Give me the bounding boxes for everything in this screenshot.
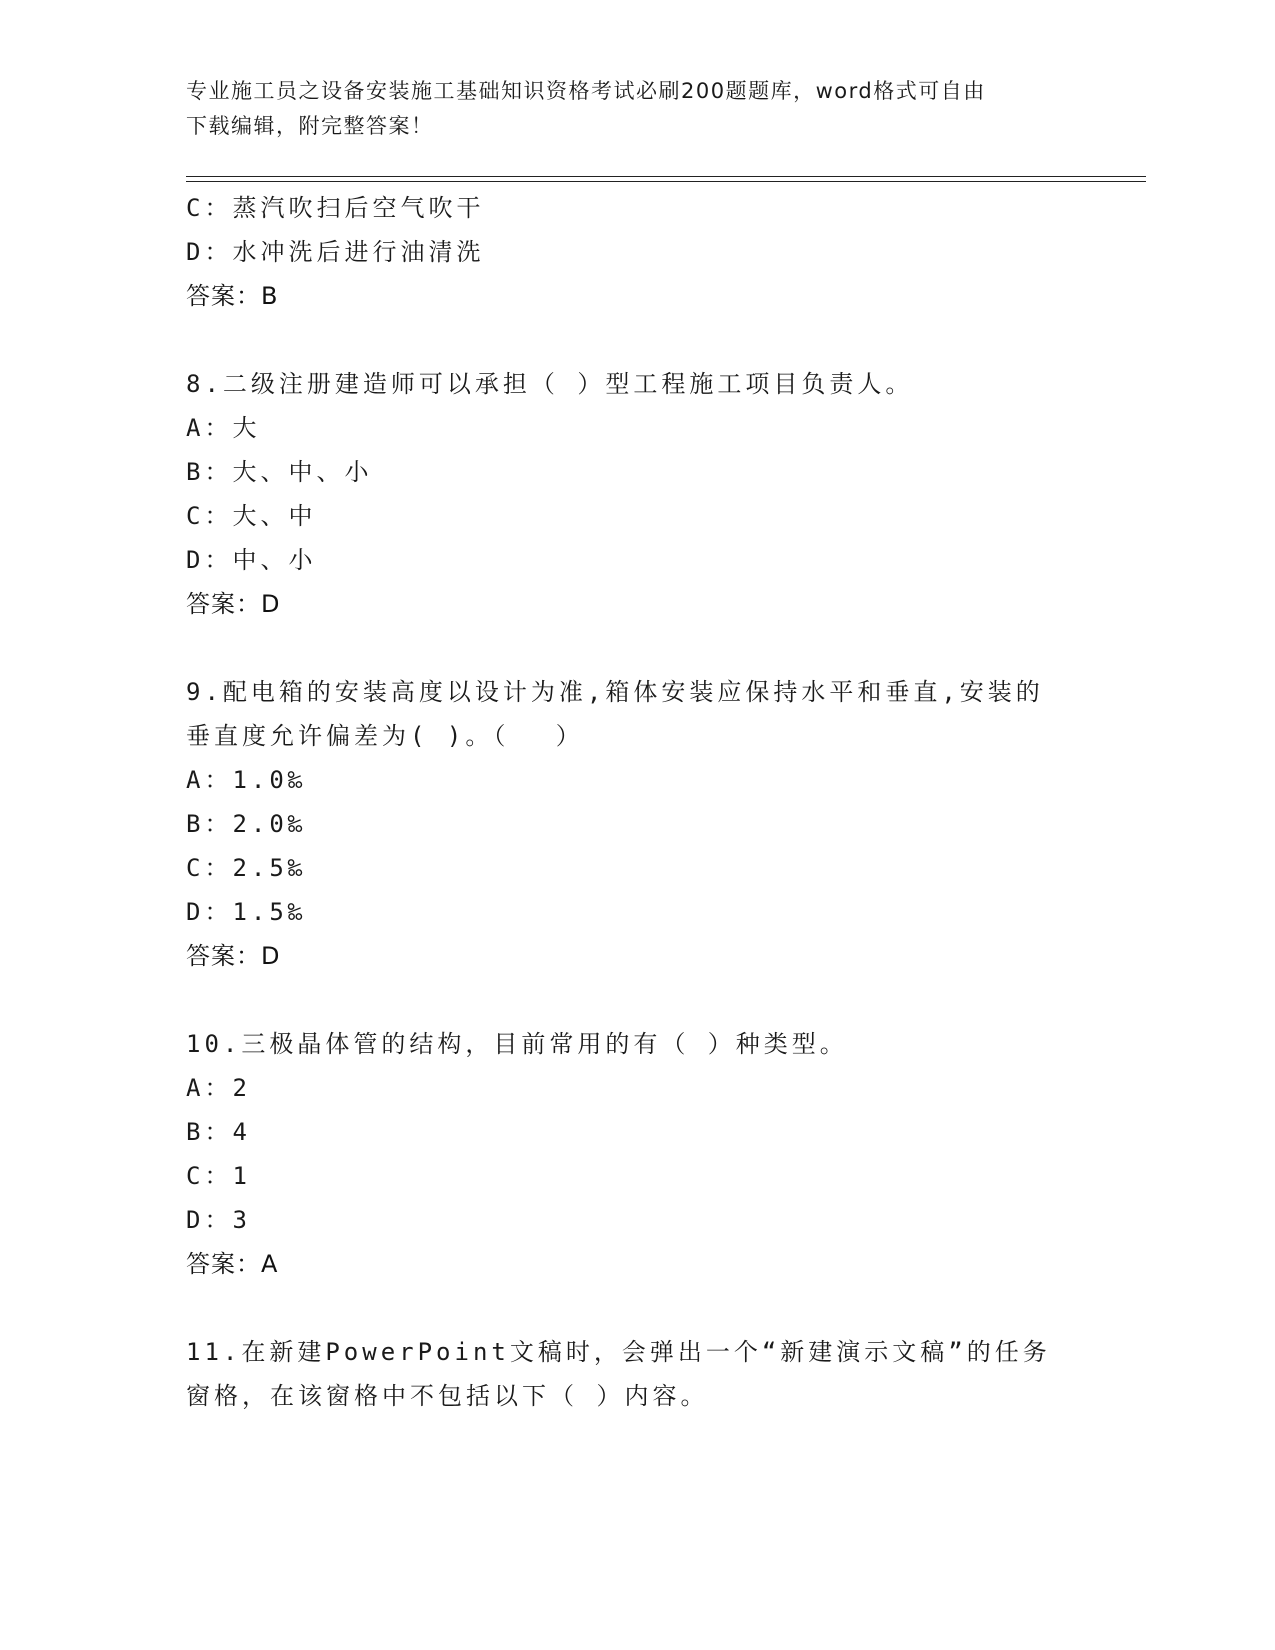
q10-option-c: C：1 — [186, 1162, 251, 1190]
q9-option-d: D：1.5‰ — [186, 898, 307, 926]
header-divider-top — [186, 176, 1146, 177]
q10-option-b: B：4 — [186, 1118, 251, 1146]
q9-answer: 答案：D — [186, 942, 281, 970]
q10-option-d: D：3 — [186, 1206, 251, 1234]
q9-option-c: C：2.5‰ — [186, 854, 307, 882]
q8-option-d: D：中、小 — [186, 546, 317, 574]
q10-stem: 10.三极晶体管的结构，目前常用的有（ ）种类型。 — [186, 1030, 848, 1058]
q8-option-a: A：大 — [186, 414, 261, 442]
page-header — [186, 74, 1066, 144]
q9-stem-line-2: 垂直度允许偏差为( )。（ ） — [186, 722, 584, 750]
q7-answer: 答案：B — [186, 282, 279, 310]
q9-option-a: A：1.0‰ — [186, 766, 307, 794]
q10-answer: 答案：A — [186, 1250, 279, 1278]
q11-stem-line-2: 窗格，在该窗格中不包括以下（ ）内容。 — [186, 1382, 709, 1410]
q7-option-d: D：水冲洗后进行油清洗 — [186, 238, 485, 266]
q7-option-c: C：蒸汽吹扫后空气吹干 — [186, 194, 485, 222]
q10-option-a: A：2 — [186, 1074, 251, 1102]
q8-stem: 8.二级注册建造师可以承担（ ）型工程施工项目负责人。 — [186, 370, 914, 398]
q9-option-b: B：2.0‰ — [186, 810, 307, 838]
q9-stem-line-1: 9.配电箱的安装高度以设计为准,箱体安装应保持水平和垂直,安装的 — [186, 678, 1044, 706]
q8-option-c: C：大、中 — [186, 502, 317, 530]
q11-stem-line-1: 11.在新建PowerPoint文稿时，会弹出一个“新建演示文稿”的任务 — [186, 1338, 1051, 1366]
q8-option-b: B：大、中、小 — [186, 458, 373, 486]
header-divider-bottom — [186, 181, 1146, 182]
header-line-1: 专业施工员之设备安装施工基础知识资格考试必刷200题题库，word格式可自由 — [186, 79, 986, 103]
q8-answer: 答案：D — [186, 590, 281, 618]
header-line-2: 下载编辑，附完整答案！ — [186, 114, 434, 138]
